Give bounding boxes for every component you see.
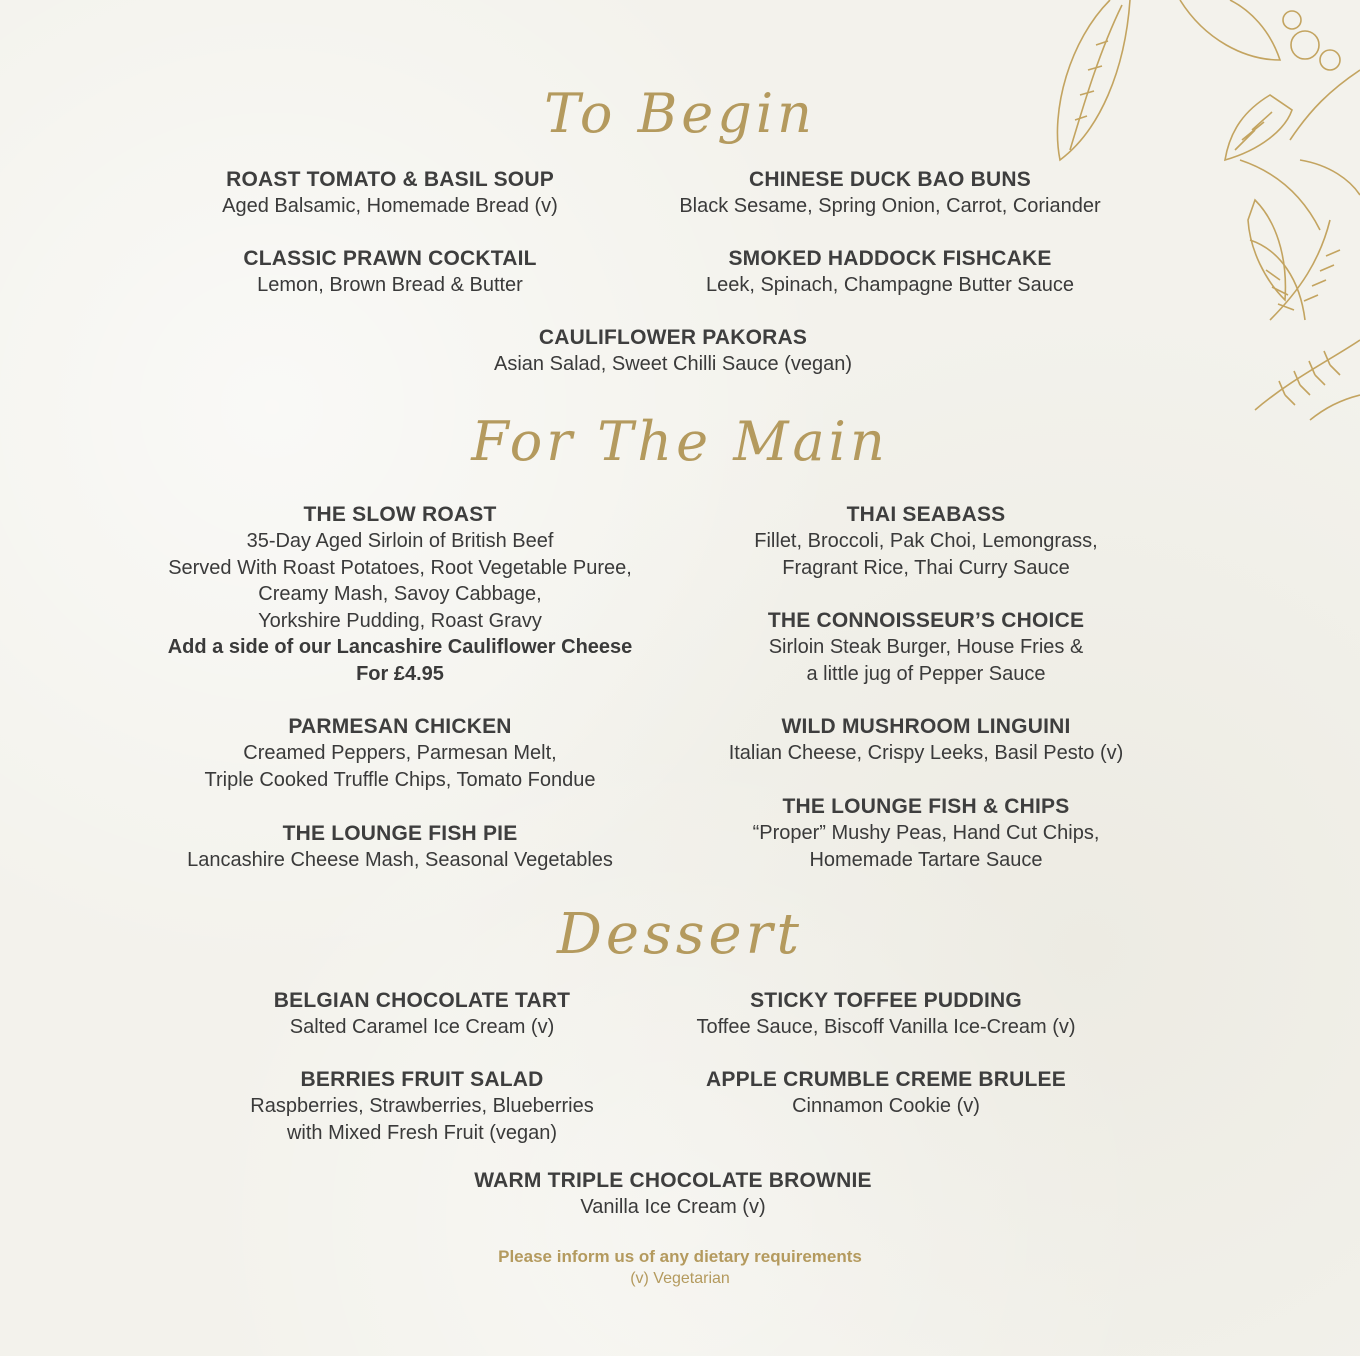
item-name: STICKY TOFFEE PUDDING	[750, 989, 1022, 1012]
menu-item	[423, 1167, 923, 1221]
item-desc: Raspberries, Strawberries, Blueberries	[250, 1095, 594, 1117]
item-desc: Aged Balsamic, Homemade Bread (v)	[222, 195, 558, 217]
item-desc: “Proper” Mushy Peas, Hand Cut Chips,	[752, 822, 1100, 844]
menu-item	[636, 1066, 1136, 1120]
item-name: BELGIAN CHOCOLATE TART	[273, 989, 571, 1012]
item-name: PARMESAN CHICKEN	[288, 715, 512, 738]
menu-item	[640, 245, 1140, 299]
menu-item	[676, 793, 1176, 873]
section-heading-begin: To Begin	[544, 82, 816, 145]
item-addon: Add a side of our Lancashire Cauliflower Cheese	[167, 636, 633, 659]
item-name: THE LOUNGE FISH & CHIPS	[782, 795, 1070, 818]
menu-item	[640, 166, 1140, 220]
item-name: THE LOUNGE FISH PIE	[282, 822, 518, 845]
menu-item	[172, 987, 672, 1041]
item-name: WILD MUSHROOM LINGUINI	[781, 715, 1071, 738]
item-desc: 35-Day Aged Sirloin of British Beef	[246, 530, 554, 552]
item-desc: Yorkshire Pudding, Roast Gravy	[258, 609, 542, 632]
item-desc: Sirloin Steak Burger, House Fries &	[768, 636, 1084, 658]
item-desc: a little jug of Pepper Sauce	[806, 662, 1046, 685]
item-desc: Triple Cooked Truffle Chips, Tomato Fondue	[204, 768, 596, 791]
item-desc: Cinnamon Cookie (v)	[792, 1095, 980, 1117]
vegetarian-legend: (v) Vegetarian	[630, 1270, 730, 1287]
item-name: THE SLOW ROAST	[303, 503, 497, 526]
item-name: WARM TRIPLE CHOCOLATE BROWNIE	[474, 1169, 872, 1192]
item-desc: Black Sesame, Spring Onion, Carrot, Coriander	[679, 195, 1101, 217]
menu-item	[130, 501, 670, 688]
item-name: APPLE CRUMBLE CREME BRULEE	[706, 1068, 1066, 1091]
menu-item	[130, 820, 670, 874]
menu-item	[676, 607, 1176, 687]
item-desc: Creamy Mash, Savoy Cabbage,	[258, 583, 542, 606]
section-heading-main: For The Main	[471, 410, 889, 473]
item-name: CHINESE DUCK BAO BUNS	[749, 168, 1031, 191]
menu-item	[423, 324, 923, 378]
menu-item	[172, 1066, 672, 1146]
menu-item	[140, 166, 640, 220]
item-desc: Vanilla Ice Cream (v)	[580, 1196, 766, 1218]
item-desc: Italian Cheese, Crispy Leeks, Basil Pesto (v)	[728, 742, 1124, 764]
menu-item	[140, 245, 640, 299]
item-desc: Fragrant Rice, Thai Curry Sauce	[782, 556, 1070, 579]
item-desc: Lancashire Cheese Mash, Seasonal Vegetables	[187, 849, 613, 871]
item-desc: Lemon, Brown Bread & Butter	[257, 274, 523, 296]
item-name: BERRIES FRUIT SALAD	[300, 1068, 544, 1091]
item-desc: Toffee Sauce, Biscoff Vanilla Ice-Cream (v)	[696, 1016, 1076, 1038]
section-heading-dessert: Dessert	[557, 902, 803, 967]
dietary-note: Please inform us of any dietary requirements	[498, 1247, 862, 1266]
item-desc: Creamed Peppers, Parmesan Melt,	[243, 742, 557, 764]
item-desc: Homemade Tartare Sauce	[809, 848, 1043, 871]
item-desc: Fillet, Broccoli, Pak Choi, Lemongrass,	[754, 530, 1098, 552]
item-name: THAI SEABASS	[846, 503, 1006, 526]
item-addon-price: For £4.95	[356, 662, 444, 685]
item-desc: Leek, Spinach, Champagne Butter Sauce	[705, 274, 1075, 296]
item-desc: Served With Roast Potatoes, Root Vegetable Puree,	[168, 556, 632, 579]
item-desc: Asian Salad, Sweet Chilli Sauce (vegan)	[494, 353, 852, 375]
menu-item	[676, 713, 1176, 767]
item-desc: with Mixed Fresh Fruit (vegan)	[286, 1121, 558, 1144]
item-name: SMOKED HADDOCK FISHCAKE	[728, 247, 1052, 270]
menu-item	[130, 713, 670, 793]
item-name: ROAST TOMATO & BASIL SOUP	[226, 168, 554, 191]
menu-item	[636, 987, 1136, 1041]
menu-item	[676, 501, 1176, 581]
item-name: CLASSIC PRAWN COCKTAIL	[243, 247, 537, 270]
item-name: THE CONNOISSEUR’S CHOICE	[767, 609, 1085, 632]
footer	[0, 1246, 1360, 1290]
item-desc: Salted Caramel Ice Cream (v)	[289, 1016, 555, 1038]
item-name: CAULIFLOWER PAKORAS	[538, 326, 808, 349]
